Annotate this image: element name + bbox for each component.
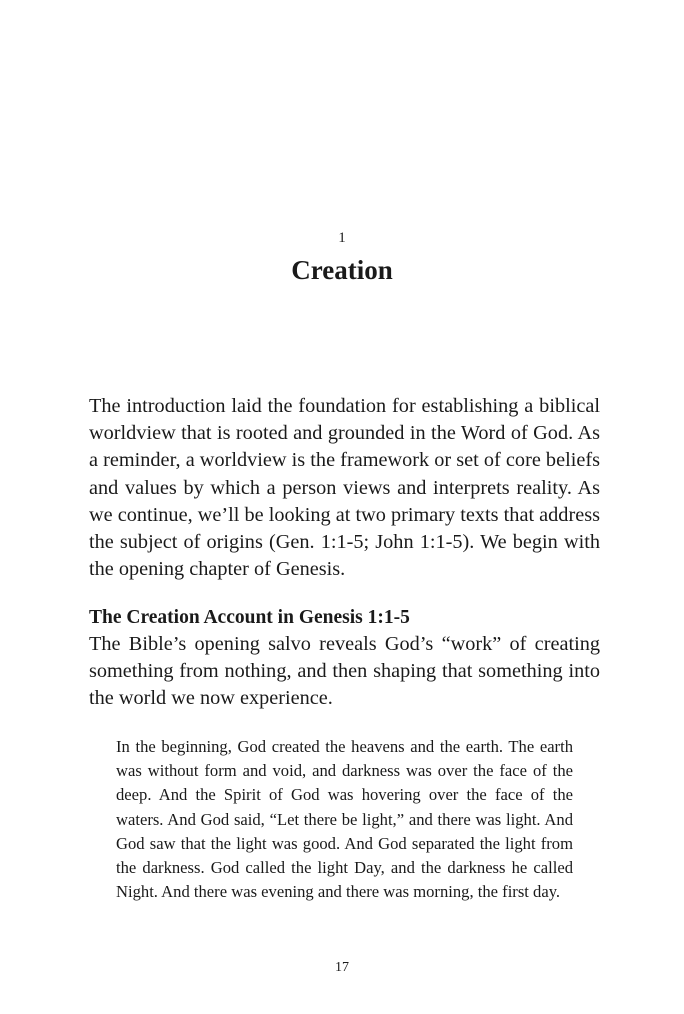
- section-heading: The Creation Account in Genesis 1:1-5: [89, 607, 410, 628]
- chapter-number: 1: [338, 230, 346, 246]
- intro-paragraph: The introduction laid the foundation for establishing a biblical worldview that is rooted and grounded in the Word of God. As a reminder, a worldview is the framework or set of core beliefs and values by which a person views and interprets reality. As we continue, we’ll be looking at two primary texts that address the subject of origins (Gen. 1:1-5; John 1:1-5). We begin with the opening chapter of Genesis.: [89, 395, 600, 581]
- section-paragraph: The Bible’s opening salvo reveals God’s “work” of creating something from nothing, and then shaping that something into the world we now experience.: [89, 633, 600, 710]
- page-number: 17: [335, 960, 349, 975]
- chapter-title: Creation: [291, 255, 393, 285]
- scripture-quote: In the beginning, God created the heavens and the earth. The earth was without form and void, and darkness was over the face of the deep. And the Spirit of God was hovering over the face of the waters. And God said, “Let there be light,” and there was light. And God saw that the light was good. And God separated the light from the darkness. God called the light Day, and the darkness he called Night. And there was evening and there was morning, the first day.: [116, 737, 573, 902]
